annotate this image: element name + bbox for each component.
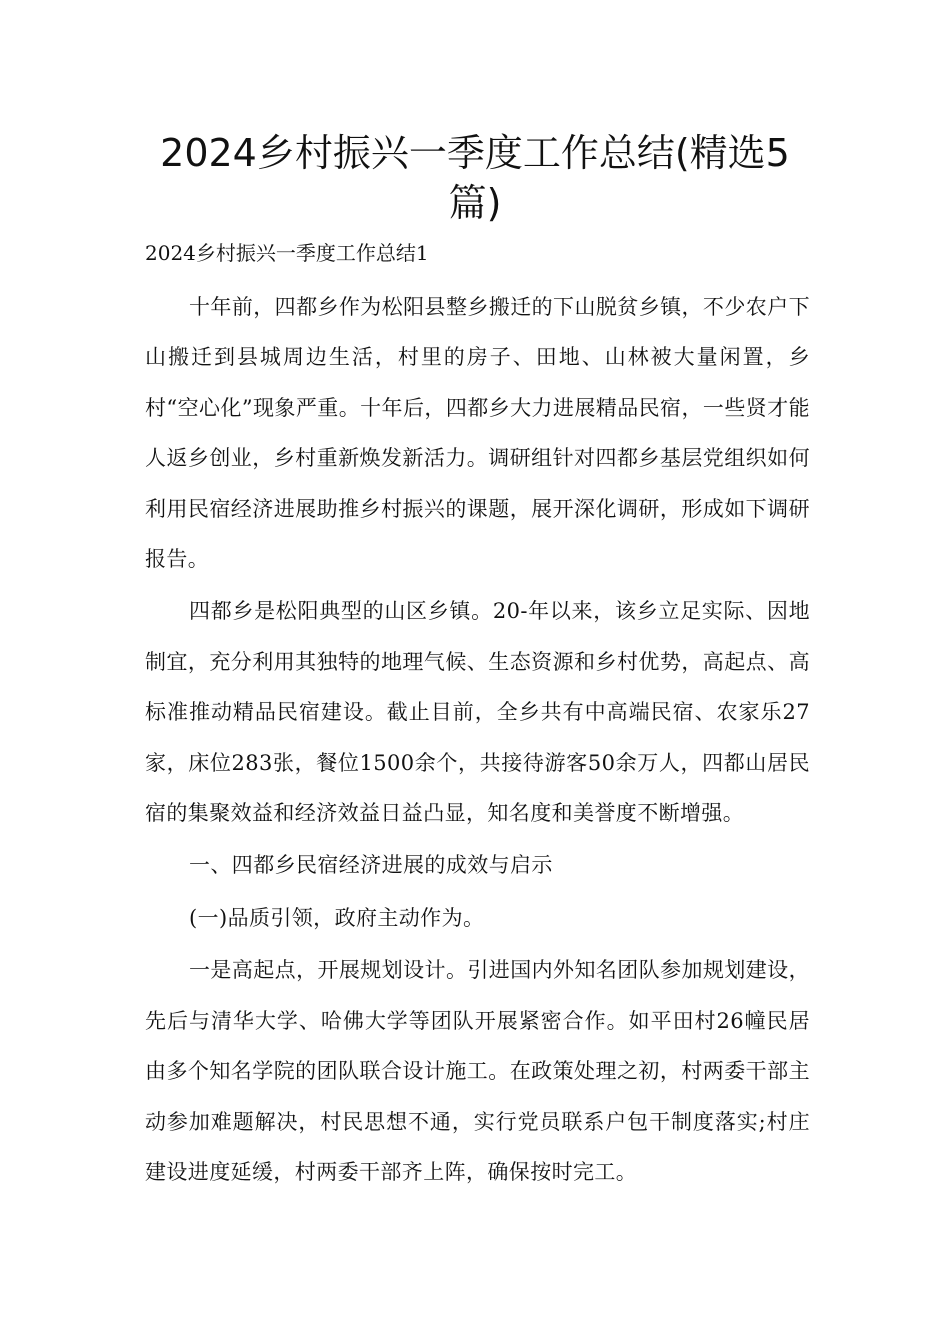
- paragraph: 一是高起点，开展规划设计。引进国内外知名团队参加规划建设，先后与清华大学、哈佛大学等团队开展紧密合作。如平田村26幢民居由多个知名学院的团队联合设计施工。在政策处理之初，村两委干部主动参加难题解决，村民思想不通，实行党员联系户包干制度落实;村庄建设进度延缓，村两委干部齐上阵，确保按时完工。: [145, 958, 810, 1184]
- subsection-heading: (一)品质引领，政府主动作为。: [189, 905, 485, 930]
- document-body: [145, 282, 810, 1199]
- document-title: 2024乡村振兴一季度工作总结(精选5篇): [160, 131, 790, 225]
- section-subtitle: 2024乡村振兴一季度工作总结1: [145, 241, 429, 265]
- section-heading: 一、四都乡民宿经济进展的成效与启示: [189, 853, 553, 878]
- paragraph: 四都乡是松阳典型的山区乡镇。20-年以来，该乡立足实际、因地制宜，充分利用其独特的地理气候、生态资源和乡村优势，高起点、高标准推动精品民宿建设。截止目前，全乡共有中高端民宿、农家乐27家，床位283张，餐位1500余个，共接待游客50余万人，四都山居民宿的集聚效益和经济效益日益凸显，知名度和美誉度不断增强。: [145, 599, 810, 826]
- paragraph: 十年前，四都乡作为松阳县整乡搬迁的下山脱贫乡镇，不少农户下山搬迁到县城周边生活，村里的房子、田地、山林被大量闲置，乡村“空心化”现象严重。十年后，四都乡大力进展精品民宿，一些贤才能人返乡创业，乡村重新焕发新活力。调研组针对四都乡基层党组织如何利用民宿经济进展助推乡村振兴的课题，展开深化调研，形成如下调研报告。: [145, 295, 810, 572]
